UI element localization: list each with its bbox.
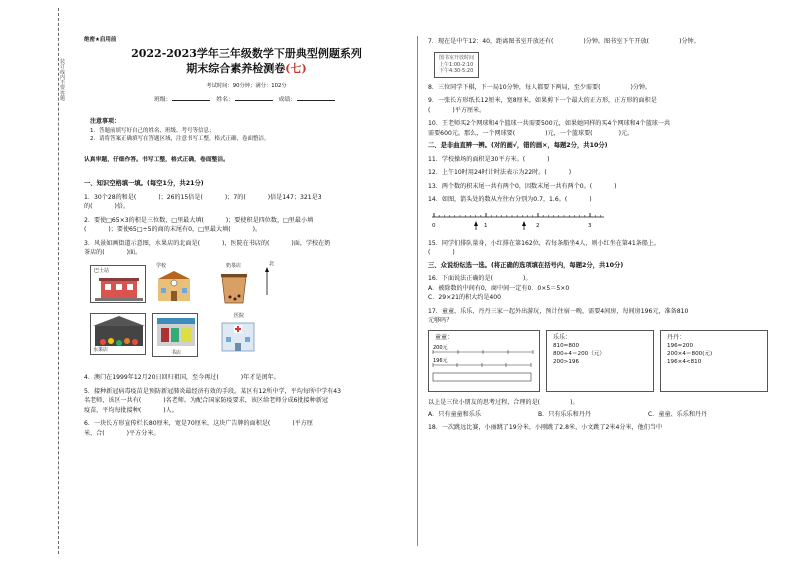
reminder: 认真审题，仔细作答。书写工整，格式正确，卷面整洁。 [84, 156, 229, 163]
question-11: 11．学校操场的面积是30平方米。( ) [428, 155, 550, 163]
name-field[interactable] [235, 95, 273, 101]
dandan-box: 丹丹： 196≈200 200×4＝800(元) 196×4<810 [660, 330, 768, 392]
question-17-options [428, 411, 774, 419]
school-icon [150, 263, 198, 305]
question-10: 10．王老师买2个网球和4个篮球一共需要500元，如果她同样的买4个网球和4个篮球一共 需要600元。那么，一个网球要( )元，一个篮球要( )元。 [428, 120, 671, 137]
section-1-title: 一、知识空格填一填。(每空1分，共21分) [84, 179, 204, 187]
question-4: 4．澳门在1999年12月20日回归祖国，至今再过( )年才是闰年。 [84, 374, 280, 382]
option-a[interactable]: A．只有童童和乐乐 [428, 411, 481, 419]
bookstore-tile: 书店 [152, 313, 198, 357]
exam-subtitle: 期末综合素养检测卷(七) [186, 61, 307, 75]
option-c[interactable]: C．童童、乐乐和丹丹 [648, 411, 708, 419]
question-8: 8．三位同学下棋，下一局10分钟，每人都要下两局，至少需要( )分钟。 [428, 83, 652, 91]
exam-title: 2022-2023学年三年级数学下册典型例题系列 [131, 46, 362, 60]
binding-text: 装 订 线 内 不 要 答 题 [60, 59, 66, 102]
question-17-ask: 以上是三位小朋友的思考过程，合理的是( )。 [428, 398, 579, 406]
secret-label: 绝密★启用前 [84, 37, 117, 43]
question-6: 6．一块长方形宣传栏长80厘米，宽是70厘米，这块广告牌的面积是( )平方厘 米，合( )平方分米。 [84, 420, 313, 437]
question-3: 3．风景如画街道示意图，水果店的北面是( )，医院在书店的( )面，学校在奶 茶店的( )面。 [84, 239, 331, 256]
ruler-label-0: 0 [432, 222, 436, 229]
question-14: 14．如图，箭头处的数从左往右分别为0.7，1.6。( ) [428, 196, 592, 204]
column-divider [417, 36, 418, 546]
question-9: 9．一张长方形纸长12厘米，宽8厘米，如果剪下一个最大的正方形，正方形的面积是 ( )平方厘米。 [428, 97, 657, 114]
fruit-shop-tile: 水果店 [90, 313, 146, 355]
question-17: 17．童童、乐乐、丹丹三家一起外出游玩，预计住宿一晚，需要4间房，每间房196元，准备810 元够吗？ [428, 307, 689, 325]
lele-box: 乐乐： 810≈800 800÷4＝200（元） 200>196 [546, 330, 654, 392]
tongtong-box: 童童： 200元 196元 [428, 330, 540, 392]
bus-station-tile: 巴士站 [90, 265, 146, 303]
question-5: 5．接种新冠病毒疫苗是预防新冠肺炎最经济有效的手段。某区有12所中学，平均每所中学有43 名老师，该区一共有( )名老师。为配合国家防疫要求，该区给老师分成6批接种新冠 疫苗，平均每批接种( )人。 [84, 387, 342, 414]
north-compass: 北 [264, 261, 278, 301]
question-7: 7．现在是中午12：40，距离图书室开放还有( )分钟。图书室下午开放( )分钟。 [428, 38, 700, 45]
bookstore-icon [153, 314, 199, 350]
tongtong-diagram [429, 343, 539, 387]
section-3-title: 三、众说纷纭选一选。(将正确的选项填在括号内，每题2分，共10分) [428, 261, 624, 269]
street-map [84, 261, 409, 367]
student-info: 班级： 姓名： 成绩： [84, 95, 409, 104]
question-16: 16．下面说法正确的是( )。 A．被除数的中间有0，商中间一定有0．0×5＝5×0 C．29×21的积大约是400 [428, 275, 570, 302]
score-field[interactable] [297, 95, 335, 101]
ruler-label-1: 1 [484, 222, 488, 229]
question-1: 1．30个28的和是( )；26的15倍是( )；7的( )倍是147；321是3 的( )倍。 [84, 193, 322, 211]
binding-line [58, 8, 59, 554]
notice: 注意事项： 1．答题前填写好自己的姓名、班级、考号等信息； 2．请将答案正确填写在答题区域，注意书写工整，格式正确，卷面整洁。 [90, 118, 270, 142]
question-2: 2．要使□65×3的积是三位数，□里最大填( )；要使积是四位数，□里最小填 ( )；要使65□÷5的商的末尾有0，□里最大填( )。 [84, 216, 314, 234]
school-tile: 学校 [150, 263, 198, 305]
right-column [428, 37, 774, 436]
ruler-label-2: 2 [536, 222, 540, 229]
question-15: 15．同学们排队量身，小红排在第162位，若每条船坐4人，则小红坐在第41条船上。 ( ) [428, 239, 661, 257]
thinking-boxes [428, 330, 774, 394]
exam-meta: 考试时间：90分钟；满分：102分 [206, 82, 287, 89]
ruler-label-3: 3 [588, 222, 592, 229]
milk-tea-icon [216, 263, 256, 305]
library-schedule: 图书室开放时间 上午1:00-2:10 下午4:30-5:20 [434, 52, 479, 78]
left-column [84, 37, 409, 442]
number-line-svg [428, 209, 608, 233]
section-2-title: 二、是非曲直辨一辨。(对的画√，错的画×，每题2分，共10分) [428, 142, 608, 150]
svg-text:196元: 196元 [433, 358, 448, 365]
question-12: 12．上午10时用24时计时法表示为22时。( ) [428, 169, 572, 177]
option-b[interactable]: B．只有乐乐和丹丹 [538, 411, 591, 419]
question-13: 13．两个数的积末尾一共有两个0，因数末尾一共有两个0。( ) [428, 182, 617, 190]
question-18: 18．一次跳远比赛，小丽跳了19分米，小刚跳了2.8米，小文跳了2米4分米，他们当中 [428, 423, 663, 431]
north-arrow-icon [264, 267, 278, 307]
hospital-tile: 医院 [216, 313, 262, 353]
svg-text:200元: 200元 [433, 345, 448, 352]
class-field[interactable] [172, 95, 210, 101]
milk-tea-tile: 奶茶店 [216, 263, 256, 305]
number-line [428, 209, 774, 233]
